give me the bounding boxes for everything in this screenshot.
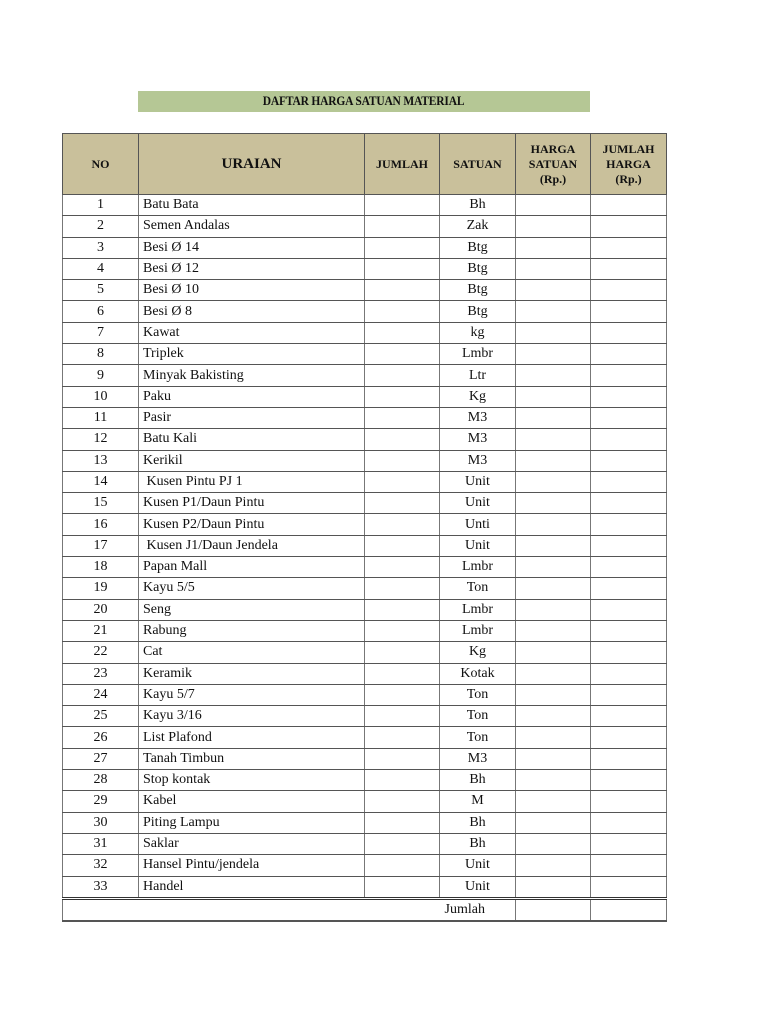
row-no-cell: 2 <box>63 216 139 237</box>
row-uraian-cell: Kerikil <box>139 450 365 471</box>
row-jumlah-harga-cell[interactable] <box>591 642 667 663</box>
row-uraian-cell: Besi Ø 10 <box>139 280 365 301</box>
row-jumlah-cell[interactable] <box>365 493 440 514</box>
row-satuan-cell: Btg <box>440 280 516 301</box>
row-no-cell: 5 <box>63 280 139 301</box>
row-no-cell: 4 <box>63 258 139 279</box>
row-jumlah-harga-cell[interactable] <box>591 706 667 727</box>
row-jumlah-harga-cell[interactable] <box>591 727 667 748</box>
row-jumlah-harga-cell[interactable] <box>591 344 667 365</box>
row-uraian-cell: Kabel <box>139 791 365 812</box>
row-no-cell: 29 <box>63 791 139 812</box>
row-satuan-cell: Btg <box>440 301 516 322</box>
table-row <box>63 599 667 620</box>
row-satuan-cell: Ton <box>440 684 516 705</box>
row-harga-satuan-cell[interactable] <box>516 535 591 556</box>
row-uraian-cell: Keramik <box>139 663 365 684</box>
table-row <box>63 770 667 791</box>
row-satuan-cell: Zak <box>440 216 516 237</box>
row-uraian-cell: Stop kontak <box>139 770 365 791</box>
row-satuan-cell: Unit <box>440 493 516 514</box>
row-no-cell: 12 <box>63 429 139 450</box>
row-satuan-cell: Lmbr <box>440 599 516 620</box>
row-uraian-cell: Rabung <box>139 620 365 641</box>
row-jumlah-cell[interactable] <box>365 748 440 769</box>
row-jumlah-harga-cell[interactable] <box>591 748 667 769</box>
row-jumlah-cell[interactable] <box>365 684 440 705</box>
row-harga-satuan-cell[interactable] <box>516 493 591 514</box>
header-jumlah: JUMLAH <box>365 134 440 195</box>
row-satuan-cell: Unit <box>440 535 516 556</box>
row-harga-satuan-cell[interactable] <box>516 258 591 279</box>
row-jumlah-harga-cell[interactable] <box>591 514 667 535</box>
row-satuan-cell: Unit <box>440 855 516 876</box>
row-harga-satuan-cell[interactable] <box>516 365 591 386</box>
row-jumlah-cell[interactable] <box>365 599 440 620</box>
row-satuan-cell: kg <box>440 322 516 343</box>
row-harga-satuan-cell[interactable] <box>516 344 591 365</box>
row-no-cell: 19 <box>63 578 139 599</box>
row-harga-satuan-cell[interactable] <box>516 770 591 791</box>
row-harga-satuan-cell[interactable] <box>516 876 591 898</box>
row-jumlah-harga-cell[interactable] <box>591 493 667 514</box>
row-uraian-cell: Cat <box>139 642 365 663</box>
row-uraian-cell: Papan Mall <box>139 557 365 578</box>
table-row <box>63 833 667 854</box>
row-harga-satuan-cell[interactable] <box>516 727 591 748</box>
row-harga-satuan-cell[interactable] <box>516 280 591 301</box>
row-no-cell: 6 <box>63 301 139 322</box>
row-no-cell: 16 <box>63 514 139 535</box>
row-no-cell: 13 <box>63 450 139 471</box>
row-harga-satuan-cell[interactable] <box>516 450 591 471</box>
row-uraian-cell: Handel <box>139 876 365 898</box>
table-row <box>63 365 667 386</box>
row-harga-satuan-cell[interactable] <box>516 791 591 812</box>
row-jumlah-cell[interactable] <box>365 386 440 407</box>
row-uraian-cell: Paku <box>139 386 365 407</box>
row-satuan-cell: Unit <box>440 471 516 492</box>
row-jumlah-harga-cell[interactable] <box>591 195 667 216</box>
row-harga-satuan-cell[interactable] <box>516 471 591 492</box>
row-uraian-cell: Semen Andalas <box>139 216 365 237</box>
row-uraian-cell: Piting Lampu <box>139 812 365 833</box>
row-jumlah-harga-cell[interactable] <box>591 280 667 301</box>
row-uraian-cell: Kayu 5/7 <box>139 684 365 705</box>
row-uraian-cell: Besi Ø 14 <box>139 237 365 258</box>
row-satuan-cell: Btg <box>440 258 516 279</box>
row-no-cell: 15 <box>63 493 139 514</box>
row-jumlah-harga-cell[interactable] <box>591 407 667 428</box>
row-uraian-cell: Triplek <box>139 344 365 365</box>
row-jumlah-harga-cell[interactable] <box>591 791 667 812</box>
header-jumlah-harga-line1: JUMLAH <box>602 141 655 156</box>
row-harga-satuan-cell[interactable] <box>516 237 591 258</box>
row-jumlah-cell[interactable] <box>365 706 440 727</box>
header-jumlah-harga <box>591 134 667 195</box>
row-uraian-cell: Kawat <box>139 322 365 343</box>
header-harga-satuan-line1: HARGA <box>530 141 576 156</box>
row-jumlah-harga-cell[interactable] <box>591 471 667 492</box>
row-no-cell: 22 <box>63 642 139 663</box>
table-body <box>63 195 667 899</box>
row-jumlah-cell[interactable] <box>365 237 440 258</box>
row-no-cell: 9 <box>63 365 139 386</box>
table-row <box>63 450 667 471</box>
row-jumlah-cell[interactable] <box>365 727 440 748</box>
row-satuan-cell: Kotak <box>440 663 516 684</box>
table-row <box>63 493 667 514</box>
table-row <box>63 684 667 705</box>
row-jumlah-cell[interactable] <box>365 770 440 791</box>
row-harga-satuan-cell[interactable] <box>516 557 591 578</box>
table-row <box>63 322 667 343</box>
row-jumlah-cell[interactable] <box>365 791 440 812</box>
row-no-cell: 17 <box>63 535 139 556</box>
row-satuan-cell: M3 <box>440 407 516 428</box>
row-jumlah-cell[interactable] <box>365 407 440 428</box>
row-satuan-cell: Ton <box>440 706 516 727</box>
row-no-cell: 26 <box>63 727 139 748</box>
document-title: DAFTAR HARGA SATUAN MATERIAL <box>263 94 465 108</box>
row-uraian-cell: Batu Kali <box>139 429 365 450</box>
row-jumlah-harga-cell[interactable] <box>591 535 667 556</box>
row-no-cell: 24 <box>63 684 139 705</box>
row-satuan-cell: Lmbr <box>440 557 516 578</box>
row-jumlah-cell[interactable] <box>365 258 440 279</box>
row-jumlah-harga-cell[interactable] <box>591 322 667 343</box>
row-satuan-cell: M3 <box>440 450 516 471</box>
row-no-cell: 8 <box>63 344 139 365</box>
row-satuan-cell: Unti <box>440 514 516 535</box>
table-row <box>63 812 667 833</box>
row-jumlah-cell[interactable] <box>365 833 440 854</box>
row-harga-satuan-cell[interactable] <box>516 642 591 663</box>
row-harga-satuan-cell[interactable] <box>516 195 591 216</box>
row-no-cell: 31 <box>63 833 139 854</box>
row-jumlah-cell[interactable] <box>365 280 440 301</box>
row-jumlah-harga-cell[interactable] <box>591 386 667 407</box>
table-row <box>63 258 667 279</box>
row-jumlah-cell[interactable] <box>365 620 440 641</box>
row-uraian-cell: Hansel Pintu/jendela <box>139 855 365 876</box>
header-harga-satuan <box>516 134 591 195</box>
header-jumlah-harga-line3: (Rp.) <box>615 171 642 186</box>
row-no-cell: 10 <box>63 386 139 407</box>
row-satuan-cell: Ton <box>440 727 516 748</box>
row-no-cell: 30 <box>63 812 139 833</box>
row-satuan-cell: M <box>440 791 516 812</box>
row-harga-satuan-cell[interactable] <box>516 684 591 705</box>
row-harga-satuan-cell[interactable] <box>516 748 591 769</box>
row-uraian-cell: Kusen J1/Daun Jendela <box>139 535 365 556</box>
row-satuan-cell: Kg <box>440 386 516 407</box>
table-row <box>63 344 667 365</box>
row-no-cell: 20 <box>63 599 139 620</box>
row-jumlah-cell[interactable] <box>365 365 440 386</box>
row-uraian-cell: Kayu 3/16 <box>139 706 365 727</box>
row-jumlah-harga-cell[interactable] <box>591 237 667 258</box>
table-row <box>63 535 667 556</box>
row-harga-satuan-cell[interactable] <box>516 514 591 535</box>
total-harga-satuan-cell[interactable] <box>516 898 591 921</box>
row-satuan-cell: Unit <box>440 876 516 898</box>
row-satuan-cell: Bh <box>440 812 516 833</box>
row-jumlah-harga-cell[interactable] <box>591 855 667 876</box>
row-harga-satuan-cell[interactable] <box>516 833 591 854</box>
row-uraian-cell: Tanah Timbun <box>139 748 365 769</box>
row-jumlah-cell[interactable] <box>365 471 440 492</box>
row-jumlah-cell[interactable] <box>365 514 440 535</box>
row-jumlah-harga-cell[interactable] <box>591 578 667 599</box>
table-row <box>63 876 667 898</box>
row-no-cell: 28 <box>63 770 139 791</box>
row-satuan-cell: Ltr <box>440 365 516 386</box>
row-jumlah-cell[interactable] <box>365 429 440 450</box>
header-satuan: SATUAN <box>440 134 516 195</box>
row-jumlah-harga-cell[interactable] <box>591 301 667 322</box>
row-jumlah-harga-cell[interactable] <box>591 684 667 705</box>
table-row <box>63 620 667 641</box>
table-row <box>63 216 667 237</box>
header-no: NO <box>63 134 139 195</box>
row-jumlah-cell[interactable] <box>365 642 440 663</box>
row-uraian-cell: List Plafond <box>139 727 365 748</box>
table-row <box>63 195 667 216</box>
row-jumlah-harga-cell[interactable] <box>591 258 667 279</box>
row-uraian-cell: Kayu 5/5 <box>139 578 365 599</box>
row-jumlah-cell[interactable] <box>365 301 440 322</box>
row-no-cell: 32 <box>63 855 139 876</box>
table-row <box>63 471 667 492</box>
row-jumlah-harga-cell[interactable] <box>591 620 667 641</box>
row-jumlah-harga-cell[interactable] <box>591 450 667 471</box>
row-harga-satuan-cell[interactable] <box>516 322 591 343</box>
row-satuan-cell: Bh <box>440 195 516 216</box>
row-harga-satuan-cell[interactable] <box>516 663 591 684</box>
table-header-row <box>63 134 667 195</box>
row-satuan-cell: Lmbr <box>440 620 516 641</box>
row-jumlah-cell[interactable] <box>365 855 440 876</box>
header-uraian: URAIAN <box>139 134 365 195</box>
table-row <box>63 557 667 578</box>
total-row <box>63 898 667 921</box>
row-no-cell: 33 <box>63 876 139 898</box>
row-no-cell: 18 <box>63 557 139 578</box>
row-jumlah-harga-cell[interactable] <box>591 599 667 620</box>
document-title-bar <box>138 91 590 112</box>
header-jumlah-harga-line2: HARGA <box>606 156 651 171</box>
row-jumlah-cell[interactable] <box>365 535 440 556</box>
table-row <box>63 578 667 599</box>
row-harga-satuan-cell[interactable] <box>516 301 591 322</box>
row-harga-satuan-cell[interactable] <box>516 599 591 620</box>
row-harga-satuan-cell[interactable] <box>516 620 591 641</box>
row-jumlah-harga-cell[interactable] <box>591 663 667 684</box>
row-no-cell: 7 <box>63 322 139 343</box>
table-row <box>63 301 667 322</box>
table-row <box>63 748 667 769</box>
row-satuan-cell: Bh <box>440 770 516 791</box>
row-harga-satuan-cell[interactable] <box>516 855 591 876</box>
row-satuan-cell: Ton <box>440 578 516 599</box>
table-row <box>63 706 667 727</box>
table-row <box>63 514 667 535</box>
table-row <box>63 407 667 428</box>
table-row <box>63 727 667 748</box>
row-satuan-cell: Kg <box>440 642 516 663</box>
row-jumlah-cell[interactable] <box>365 812 440 833</box>
row-no-cell: 1 <box>63 195 139 216</box>
row-jumlah-cell[interactable] <box>365 344 440 365</box>
table-row <box>63 791 667 812</box>
row-no-cell: 27 <box>63 748 139 769</box>
row-uraian-cell: Besi Ø 12 <box>139 258 365 279</box>
table-row <box>63 663 667 684</box>
row-uraian-cell: Kusen Pintu PJ 1 <box>139 471 365 492</box>
row-jumlah-cell[interactable] <box>365 876 440 898</box>
table-row <box>63 429 667 450</box>
row-jumlah-harga-cell[interactable] <box>591 812 667 833</box>
row-harga-satuan-cell[interactable] <box>516 429 591 450</box>
row-jumlah-harga-cell[interactable] <box>591 876 667 898</box>
row-jumlah-cell[interactable] <box>365 322 440 343</box>
row-no-cell: 25 <box>63 706 139 727</box>
row-uraian-cell: Kusen P1/Daun Pintu <box>139 493 365 514</box>
row-jumlah-harga-cell[interactable] <box>591 365 667 386</box>
row-jumlah-cell[interactable] <box>365 450 440 471</box>
table-row <box>63 280 667 301</box>
row-satuan-cell: M3 <box>440 429 516 450</box>
row-satuan-cell: Lmbr <box>440 344 516 365</box>
row-no-cell: 11 <box>63 407 139 428</box>
row-no-cell: 14 <box>63 471 139 492</box>
row-jumlah-harga-cell[interactable] <box>591 216 667 237</box>
row-uraian-cell: Seng <box>139 599 365 620</box>
table-row <box>63 237 667 258</box>
row-no-cell: 3 <box>63 237 139 258</box>
row-uraian-cell: Kusen P2/Daun Pintu <box>139 514 365 535</box>
row-uraian-cell: Saklar <box>139 833 365 854</box>
row-harga-satuan-cell[interactable] <box>516 216 591 237</box>
table-row <box>63 855 667 876</box>
row-harga-satuan-cell[interactable] <box>516 706 591 727</box>
row-harga-satuan-cell[interactable] <box>516 407 591 428</box>
header-harga-satuan-line2: SATUAN <box>528 156 578 171</box>
row-jumlah-cell[interactable] <box>365 195 440 216</box>
row-harga-satuan-cell[interactable] <box>516 578 591 599</box>
row-jumlah-cell[interactable] <box>365 578 440 599</box>
row-uraian-cell: Minyak Bakisting <box>139 365 365 386</box>
row-satuan-cell: Bh <box>440 833 516 854</box>
row-satuan-cell: Btg <box>440 237 516 258</box>
total-jumlah-harga-cell[interactable] <box>591 898 667 921</box>
header-harga-satuan-line3: (Rp.) <box>539 171 567 186</box>
row-no-cell: 23 <box>63 663 139 684</box>
row-jumlah-cell[interactable] <box>365 557 440 578</box>
row-uraian-cell: Besi Ø 8 <box>139 301 365 322</box>
row-harga-satuan-cell[interactable] <box>516 386 591 407</box>
row-no-cell: 21 <box>63 620 139 641</box>
table-row <box>63 386 667 407</box>
row-jumlah-cell[interactable] <box>365 216 440 237</box>
material-price-table <box>62 133 667 922</box>
row-jumlah-harga-cell[interactable] <box>591 833 667 854</box>
row-harga-satuan-cell[interactable] <box>516 812 591 833</box>
row-jumlah-harga-cell[interactable] <box>591 557 667 578</box>
row-uraian-cell: Pasir <box>139 407 365 428</box>
row-jumlah-cell[interactable] <box>365 663 440 684</box>
row-jumlah-harga-cell[interactable] <box>591 770 667 791</box>
row-satuan-cell: M3 <box>440 748 516 769</box>
table-row <box>63 642 667 663</box>
row-uraian-cell: Batu Bata <box>139 195 365 216</box>
row-jumlah-harga-cell[interactable] <box>591 429 667 450</box>
total-label: Jumlah <box>63 898 516 921</box>
